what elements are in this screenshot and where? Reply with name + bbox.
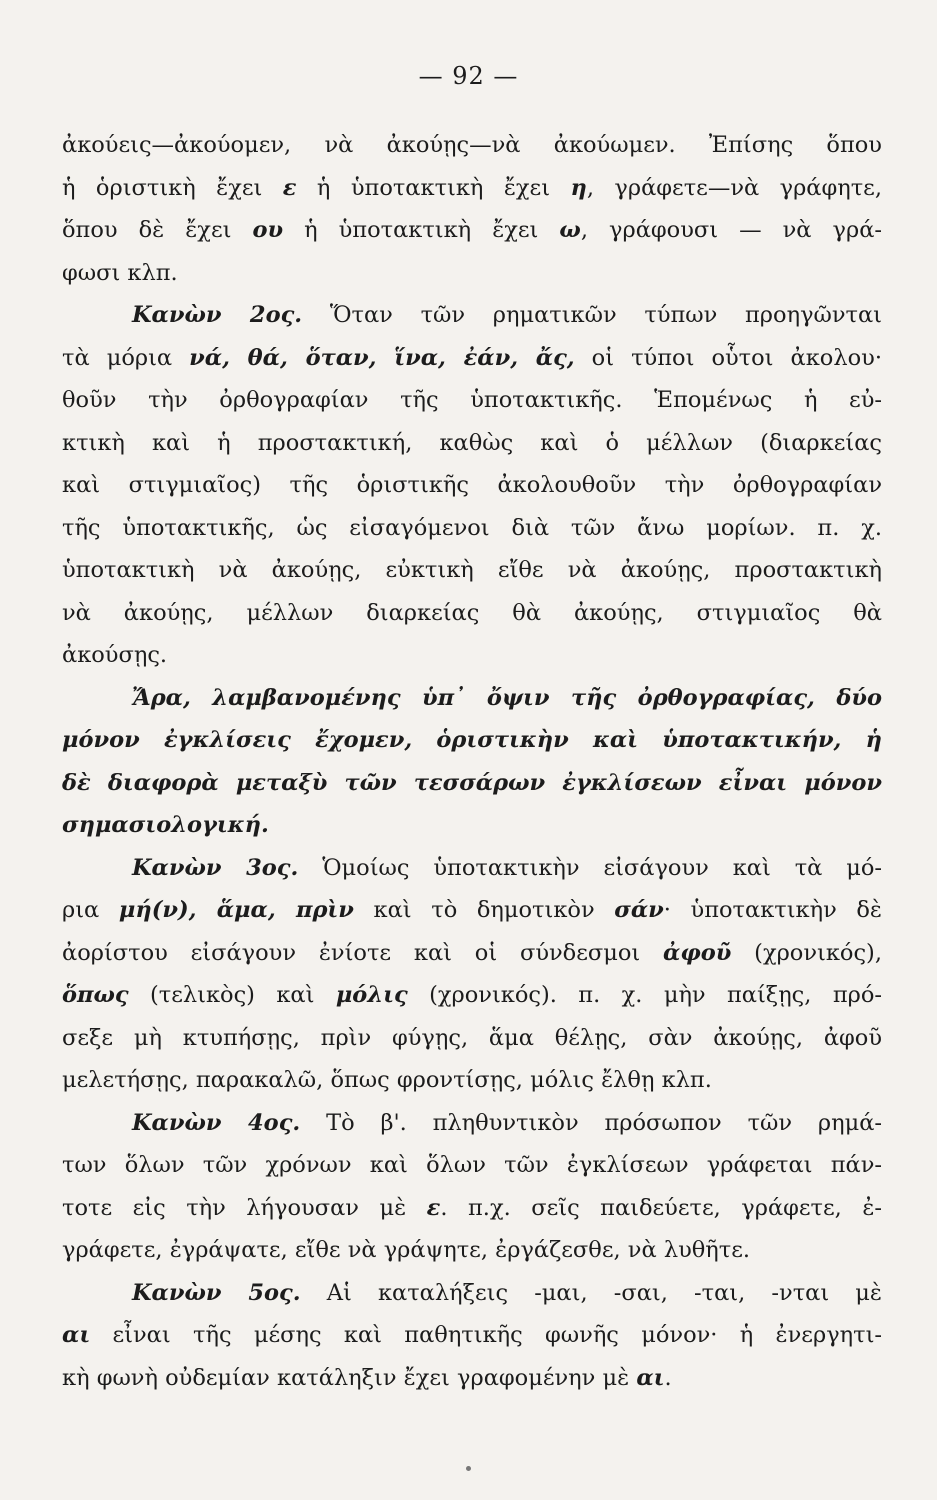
text-run: εἶναι τῆς μέσης καὶ παθητικῆς φωνῆς μόνον· ἡ ἐνεργητι-: [90, 1322, 882, 1348]
text-line: [62, 422, 882, 465]
text-line: [62, 592, 882, 635]
rule-heading: Κανὼν 3ος.: [132, 854, 299, 881]
emphasis: Ἄρα, λαμβανομένης ὑπ᾿ ὄψιν τῆς ὀρθογραφίας, δύο: [132, 684, 882, 711]
text-line: [62, 1229, 882, 1272]
text-line: [62, 379, 882, 422]
text-run: . π.χ. σεῖς παιδεύετε, γράφετε, ἐ-: [440, 1194, 882, 1221]
text-run: σεξε μὴ κτυπήσῃς, πρὶν φύγῃς, ἅμα θέλῃς, σὰν ἀκούῃς, ἀφοῦ: [62, 1024, 882, 1051]
emphasis: σάν: [614, 897, 664, 923]
rule-heading: Κανὼν 5ος.: [132, 1279, 301, 1306]
text-run: νὰ ἀκούῃς, μέλλων διαρκείας θὰ ἀκούῃς, στιγμιαῖος θὰ: [62, 599, 882, 626]
emphasis: ε: [282, 174, 297, 201]
text-run: Αἱ καταλήξεις -μαι, -σαι, -ται, -νται μὲ: [300, 1279, 883, 1306]
text-run: μελετήσῃς, παρακαλῶ, ὅπως φροντίσῃς, μόλις ἔλθῃ κλπ.: [62, 1067, 712, 1093]
text-line: [62, 1144, 882, 1187]
emphasis: ε: [426, 1194, 441, 1221]
text-run: κὴ φωνὴ οὐδεμίαν κατάληξιν ἔχει γραφομένην μὲ: [62, 1364, 637, 1391]
text-run: .: [664, 1364, 672, 1391]
text-line: [62, 1314, 882, 1357]
text-run: καὶ στιγμιαῖος) τῆς ὁριστικῆς ἀκολουθοῦν τὴν ὀρθογραφίαν: [62, 472, 882, 498]
text-line: [62, 549, 882, 592]
rule-heading: Κανὼν 2ος.: [132, 302, 303, 328]
text-run: (χρονικός),: [731, 939, 882, 966]
text-run: των ὅλων τῶν χρόνων καὶ ὅλων τῶν ἐγκλίσεων γράφεται πάν-: [62, 1152, 882, 1178]
text-run: τῆς ὑποτακτικῆς, ὡς εἰσαγόμενοι διὰ τῶν ἄνω μορίων. π. χ.: [62, 514, 882, 541]
text-run: καὶ τὸ δημοτικὸν: [353, 897, 615, 923]
text-line: [62, 167, 882, 210]
text-run: Ὁμοίως ὑποτακτικὴν εἰσάγουν καὶ τὰ μό-: [298, 854, 882, 881]
emphasis: ὅπως: [62, 982, 129, 1008]
text-line: [62, 1187, 882, 1230]
emphasis: η: [570, 174, 587, 201]
text-run: οἱ τύποι οὗτοι ἀκολου·: [574, 344, 882, 371]
text-run: θοῦν τὴν ὀρθογραφίαν τῆς ὑποτακτικῆς. Ἑπομένως ἡ εὐ-: [62, 387, 882, 413]
text-run: ἀκούεις—ἀκούομεν, νὰ ἀκούῃς—νὰ ἀκούωμεν. Ἐπίσης ὅπου: [62, 132, 882, 158]
text-run: ρια: [62, 897, 119, 923]
text-run: ἡ ὑποτακτικὴ ἔχει: [283, 217, 560, 243]
text-line: [62, 294, 882, 337]
text-run: τοτε εἰς τὴν λήγουσαν μὲ: [62, 1194, 427, 1221]
text-run: ἡ ὁριστικὴ ἔχει: [62, 174, 283, 201]
emphasis: ἀφοῦ: [663, 939, 732, 966]
text-run: ὑποτακτικὴ νὰ ἀκούῃς, εὐκτικὴ εἴθε νὰ ἀκούῃς, προστακτικὴ: [62, 557, 882, 583]
text-line: [62, 209, 882, 252]
emphasis: ου: [252, 217, 284, 243]
text-line: [62, 1059, 882, 1102]
text-run: (χρονικός). π. χ. μὴν παίξῃς, πρό-: [407, 982, 882, 1008]
text-run: , γράφετε—νὰ γράφητε,: [586, 174, 882, 201]
text-line: [62, 1102, 882, 1145]
text-body: [62, 124, 882, 1399]
text-line: [62, 719, 882, 762]
text-run: Τὸ β'. πληθυντικὸν πρόσωπον τῶν ρημά-: [300, 1109, 882, 1136]
text-run: φωσι κλπ.: [62, 259, 178, 286]
text-run: ἀορίστου εἰσάγουν ἐνίοτε καὶ οἱ σύνδεσμοι: [62, 939, 664, 966]
text-line: [62, 1017, 882, 1060]
text-run: ὅπου δὲ ἔχει: [62, 217, 253, 243]
emphasis: σημασιολογική.: [62, 812, 269, 838]
text-line: [62, 889, 882, 932]
text-line: [62, 804, 882, 847]
text-run: Ὅταν τῶν ρηματικῶν τύπων προηγῶνται: [302, 302, 883, 328]
emphasis: μή(ν), ἅμα, πρὶν: [118, 897, 354, 923]
emphasis: αι: [62, 1322, 91, 1348]
rule-heading: Κανὼν 4ος.: [132, 1109, 301, 1136]
ink-speck: [466, 1466, 471, 1471]
emphasis: μόλις: [335, 982, 408, 1008]
text-line: [62, 1357, 882, 1400]
emphasis: μόνον ἐγκλίσεις ἔχομεν, ὁριστικὴν καὶ ὑποτακτικήν, ἡ: [62, 727, 882, 753]
text-line: [62, 507, 882, 550]
text-run: ἡ ὑποτακτικὴ ἔχει: [296, 174, 571, 201]
text-run: γράφετε, ἐγράψατε, εἴθε νὰ γράψητε, ἐργάζεσθε, νὰ λυθῆτε.: [62, 1237, 751, 1263]
text-run: , γράφουσι — νὰ γρά-: [580, 217, 883, 243]
text-line: [62, 124, 882, 167]
text-line: [62, 762, 882, 805]
emphasis: ω: [559, 217, 581, 243]
text-line: [62, 932, 882, 975]
page-number: — 92 —: [418, 62, 519, 90]
emphasis: νά, θά, ὅταν, ἵνα, ἐάν, ἄς,: [189, 344, 575, 371]
text-line: [62, 974, 882, 1017]
text-run: κτικὴ καὶ ἡ προστακτική, καθὼς καὶ ὁ μέλλων (διαρκείας: [62, 429, 882, 456]
emphasis: δὲ διαφορὰ μεταξὺ τῶν τεσσάρων ἐγκλίσεων εἶναι μόνον: [62, 769, 882, 796]
text-line: [62, 464, 882, 507]
text-line: [62, 252, 882, 295]
text-run: τὰ μόρια: [62, 344, 190, 371]
text-run: · ὑποτακτικὴν δὲ: [663, 897, 882, 923]
emphasis: αι: [636, 1364, 665, 1391]
text-run: ἀκούσῃς.: [62, 642, 168, 668]
text-run: (τελικὸς) καὶ: [128, 982, 336, 1008]
text-line: [62, 847, 882, 890]
text-line: [62, 634, 882, 677]
text-line: [62, 337, 882, 380]
text-line: [62, 1272, 882, 1315]
text-line: [62, 677, 882, 720]
